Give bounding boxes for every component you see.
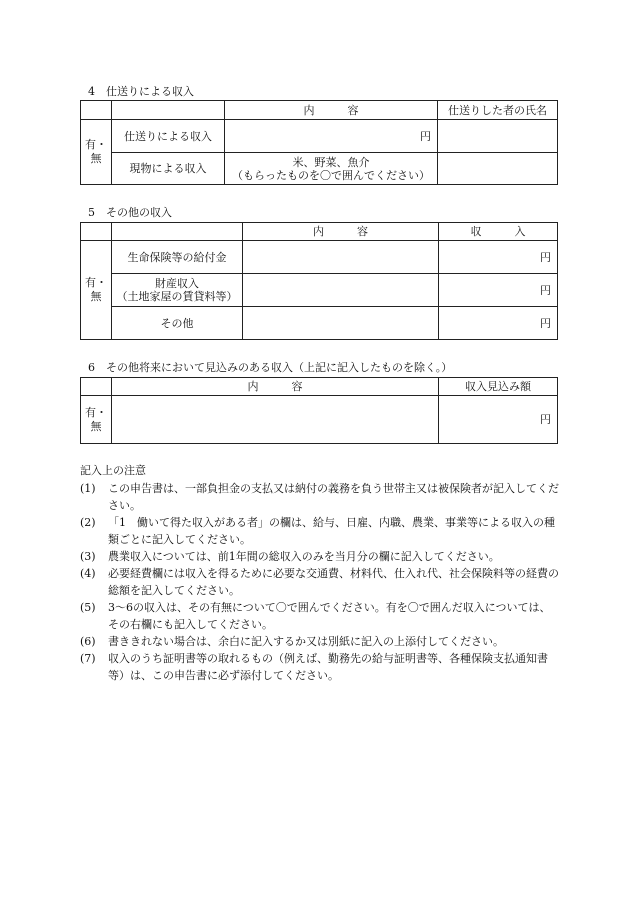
section-6-table xyxy=(80,377,558,444)
note-item: (1) この申告書は、一部負担金の支払又は納付の義務を負う世帯主又は被保険者が記入してください。 xyxy=(80,482,559,512)
note-item: (5) 3〜6の収入は、その有無について〇で囲んでください。有を〇で囲んだ収入については、その右欄にも記入してください。 xyxy=(80,601,551,631)
section-4-title: 4 仕送りによる収入 xyxy=(88,85,194,98)
section-5-title: 5 その他の収入 xyxy=(88,206,172,219)
note-item: (6) 書ききれない場合は、余白に記入するか又は別紙に記入の上添付してください。 xyxy=(80,635,504,648)
sec5-header-content: 内 容 xyxy=(243,223,439,241)
sec5-row-insurance-content[interactable] xyxy=(243,241,439,274)
sec5-row-insurance-label: 生命保険等の給付金 xyxy=(112,241,243,274)
note-item: (4) 必要経費欄には収入を得るために必要な交通費、材料代、仕入れ代、社会保険料等の経費の総額を記入してください。 xyxy=(80,567,559,597)
sec4-row-inkind-name[interactable] xyxy=(438,153,558,185)
sec5-row-property-label: 財産収入 （土地家屋の賃貸料等） xyxy=(112,274,243,307)
sec6-header-expected: 収入見込み額 xyxy=(439,378,558,396)
sec4-row-remittance-name[interactable] xyxy=(438,120,558,153)
sec4-header-content: 内 容 xyxy=(225,101,438,120)
sec5-row-property-amount[interactable]: 円 xyxy=(439,274,558,307)
sec5-row-other-label: その他 xyxy=(112,307,243,340)
note-item: (7) 収入のうち証明書等の取れるもの（例えば、勤務先の給与証明書等、各種保険支払通知書等）は、この申告書に必ず添付してください。 xyxy=(80,652,548,682)
section-6-title: 6 その他将来において見込みのある収入（上記に記入したものを除く。） xyxy=(88,361,453,374)
sec5-row-other-amount[interactable]: 円 xyxy=(439,307,558,340)
sec5-row-other-content[interactable] xyxy=(243,307,439,340)
sec6-expected-amount[interactable]: 円 xyxy=(439,396,558,444)
notes xyxy=(80,462,560,684)
sec5-row-insurance-amount[interactable]: 円 xyxy=(439,241,558,274)
note-item: (3) 農業収入については、前1年間の総収入のみを当月分の欄に記入してください。 xyxy=(80,550,500,563)
notes-heading: 記入上の注意 xyxy=(80,464,146,477)
sec4-row-inkind-content[interactable]: 米、野菜、魚介 （もらったものを〇で囲んでください） xyxy=(225,153,438,185)
section-5-table xyxy=(80,222,558,340)
sec6-header-content: 内 容 xyxy=(112,378,439,396)
sec4-row-remittance-label: 仕送りによる収入 xyxy=(112,120,225,153)
sec6-content[interactable] xyxy=(112,396,439,444)
sec5-yumu[interactable]: 有・ 無 xyxy=(81,241,112,340)
section-4-table xyxy=(80,100,558,185)
note-item: (2) 「1 働いて得た収入がある者」の欄は、給与、日雇、内職、農業、事業等による収入の種類ごとに記入してください。 xyxy=(80,516,555,546)
sec4-yumu[interactable]: 有・ 無 xyxy=(81,120,112,185)
sec4-header-name: 仕送りした者の氏名 xyxy=(438,101,558,120)
sec6-yumu[interactable]: 有・ 無 xyxy=(81,396,112,444)
sec5-header-income: 収 入 xyxy=(439,223,558,241)
sec4-row-remittance-amount[interactable]: 円 xyxy=(225,120,438,153)
sec5-row-property-content[interactable] xyxy=(243,274,439,307)
sec4-row-inkind-label: 現物による収入 xyxy=(112,153,225,185)
